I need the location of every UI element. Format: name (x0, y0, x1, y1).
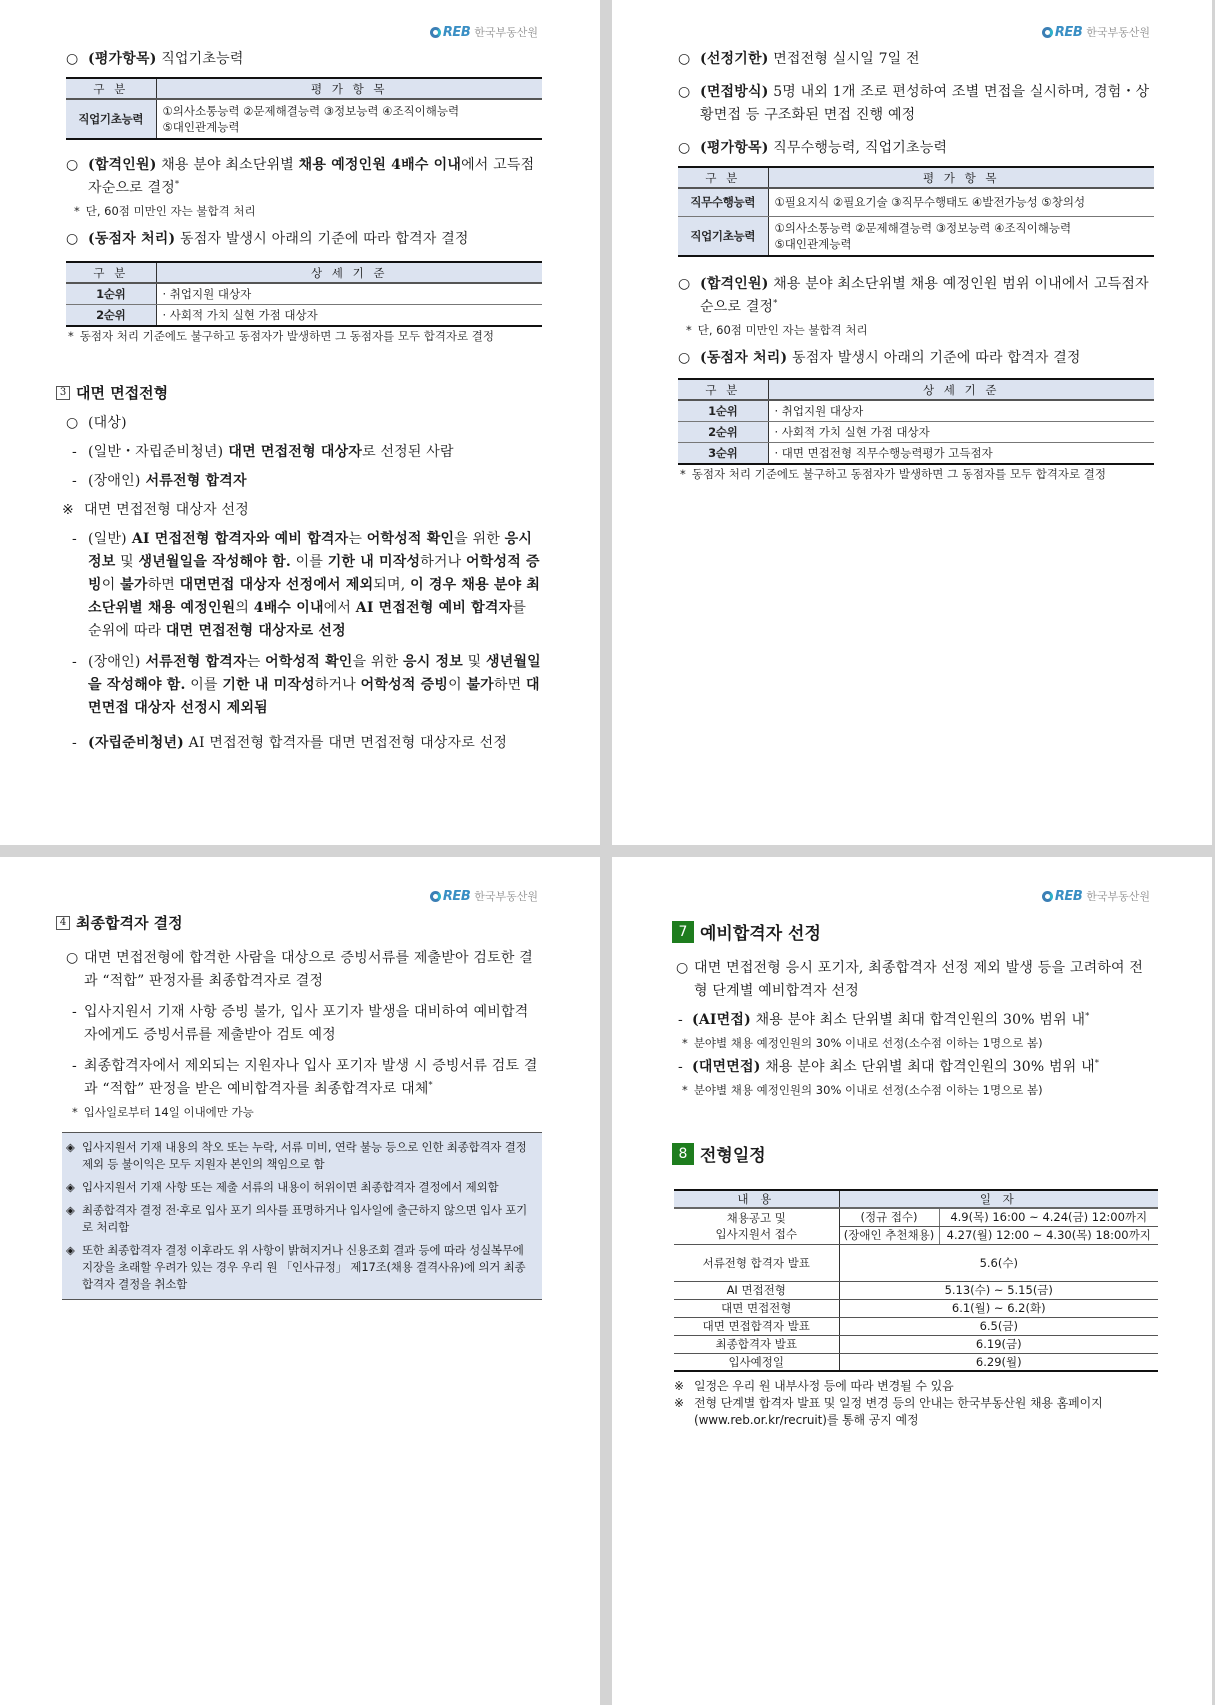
notice-item: ◈ 최종합격자 결정 전·후로 입사 포기 의사를 표명하거나 입사일에 출근하지 않으면 입사 포기로 처리함 (66, 1203, 528, 1234)
table-row: 1순위 · 취업지원 대상자 (66, 283, 542, 305)
table-row: 2순위 · 사회적 가치 실현 가점 대상자 (678, 422, 1154, 443)
eval-items-line: ○ (평가항목) 직업기초능력 (66, 51, 244, 67)
reb-logo: REB 한국부동산원 (1042, 888, 1150, 904)
tie-note: * 동점자 처리 기준에도 불구하고 동점자가 발생하면 그 동점자를 모두 합격자로 결정 (680, 467, 1107, 481)
section-4-heading: 4 최종합격자 결정 (56, 912, 542, 933)
table-row: 직무수행능력 ①필요지식 ②필요기술 ③직무수행태도 ④발전가능성 ⑤창의성 (678, 188, 1154, 216)
table-row: (장애인 추천채용) 4.27(월) 12:00 ~ 4.30(목) 18:00까지 (674, 1226, 1158, 1244)
deadline-line: ○ (선정기한) 면접전형 실시일 7일 전 (678, 51, 920, 67)
table-row: 서류전형 합격자 발표 5.6(수) (674, 1244, 1158, 1281)
reb-logo: REB 한국부동산원 (1042, 24, 1150, 40)
selection-disabled: - (장애인) 서류전형 합격자는 어학성적 확인을 위한 응시 정보 및 생년월일을 작성해야 함. 이를 기한 내 미작성하거나 어학성적 증빙이 불가하면 대면면접 대상자 선정시 제외됨 (72, 654, 541, 716)
section-number: 3 (56, 386, 70, 400)
schedule-note: ※ 전형 단계별 합격자 발표 및 일정 변경 등의 안내는 한국부동산원 채용 홈페이지 (www.reb.or.kr/recruit)를 통해 공지 예정 (674, 1396, 1103, 1427)
final-sub-2-note: * 입사일로부터 14일 이내에만 가능 (72, 1105, 254, 1119)
table-row: 2순위 · 사회적 가치 실현 가점 대상자 (66, 305, 542, 327)
eval-table (66, 77, 542, 140)
table-row: 직업기초능력 ①의사소통능력 ②문제해결능력 ③정보능력 ④조직이해능력 ⑤대인관계능력 (66, 99, 542, 139)
table-row: 대면 면접합격자 발표 6.5(금) (674, 1317, 1158, 1335)
tie-note: * 동점자 처리 기준에도 불구하고 동점자가 발생하면 그 동점자를 모두 합격자로 결정 (68, 329, 495, 343)
final-main: ○ 대면 면접전형에 합격한 사람을 대상으로 증빙서류를 제출받아 검토한 결과 “적합” 판정자를 최종합격자로 결정 (66, 950, 533, 989)
reserve-ai: - (AI면접) 채용 분야 최소 단위별 최대 합격인원의 30% 범위 내* (678, 1011, 1090, 1028)
table-row: 1순위 · 취업지원 대상자 (678, 400, 1154, 422)
section-8-heading: 8 전형일정 (672, 1141, 1148, 1166)
reb-logo: REB 한국부동산원 (430, 888, 538, 904)
reb-logo-icon (1042, 27, 1053, 38)
pass-note: * 단, 60점 미만인 자는 불합격 처리 (686, 323, 868, 337)
tie-table: 구 분 상 세 기 준 1순위 · 취업지원 대상자 2순위 · 사회적 가치 실현 가점 대상자 (66, 261, 542, 327)
reb-logo-icon (1042, 891, 1053, 902)
tie-line: ○ (동점자 처리) 동점자 발생시 아래의 기준에 따라 합격자 결정 (66, 231, 469, 247)
logo-org-name: 한국부동산원 (474, 26, 538, 39)
notice-box (62, 1132, 542, 1300)
pass-count-line: ○ (합격인원) 채용 분야 최소단위별 채용 예정인원 범위 이내에서 고득점자순으로 결정* (678, 276, 1149, 315)
document-page-1 (0, 0, 600, 845)
selection-general: - (일반) AI 면접전형 합격자와 예비 합격자는 어학성적 확인을 위한 응시 정보 및 생년월일을 작성해야 함. 이를 기한 내 미작성하거나 어학성적 증빙이 불가하면 대면면접 대상자 선정에서 제외되며, 이 경우 채용 분야 최소단위별 채용 예정인원의 4배수 이내에서 AI 면접전형 예비 합격자를 순위에 따라 대면 면접전형 대상자로 선정 (72, 531, 541, 639)
table-row: 최종합격자 발표 6.19(금) (674, 1335, 1158, 1353)
target-disabled: - (장애인) 서류전형 합격자 (72, 473, 247, 489)
pass-count-line: ○ (합격인원) 채용 분야 최소단위별 채용 예정인원 4배수 이내에서 고득점자순으로 결정* (66, 157, 535, 196)
reserve-main: ○ 대면 면접전형 응시 포기자, 최종합격자 선정 제외 발생 등을 고려하여 전형 단계별 예비합격자 선정 (676, 960, 1144, 999)
selection-title: ※ 대면 면접전형 대상자 선정 (62, 502, 249, 518)
document-page-4 (612, 857, 1212, 1705)
reserve-ai-note: * 분야별 채용 예정인원의 30% 이내로 선정(소수점 이하는 1명으로 봄) (682, 1036, 1043, 1050)
reserve-f2f: - (대면면접) 채용 분야 최소 단위별 최대 합격인원의 30% 범위 내* (678, 1058, 1100, 1075)
target-line: ○ (대상) (66, 415, 127, 431)
section-number: 7 (672, 921, 694, 943)
table-header: 평 가 항 목 (156, 78, 542, 99)
reserve-f2f-note: * 분야별 채용 예정인원의 30% 이내로 선정(소수점 이하는 1명으로 봄) (682, 1083, 1043, 1097)
reb-logo (430, 24, 538, 40)
eval-table: 구 분 평 가 항 목 직무수행능력 ①필요지식 ②필요기술 ③직무수행태도 ④발전가능성 ⑤창의성 직업기초능력 ①의사소통능력 ②문제해결능력 ③정보능력 ④조직이해능력 ⑤대인관계능력 (678, 166, 1154, 257)
table-row: 입사예정일 6.29(월) (674, 1353, 1158, 1371)
table-row: 직업기초능력 ①의사소통능력 ②문제해결능력 ③정보능력 ④조직이해능력 ⑤대인관계능력 (678, 216, 1154, 256)
schedule-note: ※ 일정은 우리 원 내부사정 등에 따라 변경될 수 있음 (674, 1379, 954, 1393)
section-number: 4 (56, 916, 70, 930)
notice-item: ◈ 입사지원서 기재 사항 또는 제출 서류의 내용이 허위이면 최종합격자 결정에서 제외함 (66, 1180, 499, 1194)
section-number: 8 (672, 1143, 694, 1165)
logo-text: REB (442, 24, 471, 40)
notice-item: ◈ 또한 최종합격자 결정 이후라도 위 사항이 밝혀지거나 신용조회 결과 등에 따라 성실복무에 지장을 초래할 우려가 있는 경우 우리 원 「인사규정」 제17조(채용 결격사유)에 의거 최종합격자 결정을 취소함 (66, 1243, 526, 1291)
method-line: ○ (면접방식) 5명 내외 1개 조로 편성하여 조별 면접을 실시하며, 경험・상황면접 등 구조화된 면접 진행 예정 (678, 84, 1150, 123)
final-sub-1: - 입사지원서 기재 사항 증빙 불가, 입사 포기자 발생을 대비하여 예비합격자에게도 증빙서류를 제출받아 검토 예정 (72, 1004, 529, 1043)
schedule-table: 내 용 일 자 채용공고 및 입사지원서 접수 (정규 접수) 4.9(목) 16:00 ~ 4.24(금) 12:00까지 (장애인 추천채용) 4.27(월) 12:00 ~ 4.30(목) 18:00까지 서류전형 합격자 발표 5.6(수) AI 면접전형 5.13(수) ~ 5.15(금) 대면 면접전형 6.1(월) ~ 6.2(화) 대면 면접합격자 발표 6.5(금) 최종합격자 발표 6.19(금) 입사예정일 6.29(월) (674, 1189, 1158, 1372)
tie-table: 구 분 상 세 기 준 1순위 · 취업지원 대상자 2순위 · 사회적 가치 실현 가점 대상자 3순위 · 대면 면접전형 직무수행능력평가 고득점자 (678, 378, 1154, 465)
table-row: 채용공고 및 입사지원서 접수 (정규 접수) 4.9(목) 16:00 ~ 4.24(금) 12:00까지 (674, 1208, 1158, 1226)
target-general: - (일반・자립준비청년) 대면 면접전형 대상자로 선정된 사람 (72, 444, 454, 460)
document-page-3 (0, 857, 600, 1705)
document-page-2 (612, 0, 1212, 845)
table-header: 구 분 (66, 78, 156, 99)
tie-line: ○ (동점자 처리) 동점자 발생시 아래의 기준에 따라 합격자 결정 (678, 350, 1081, 366)
reb-logo-icon (430, 891, 441, 902)
section-3-heading: 3 대면 면접전형 (56, 382, 542, 403)
notice-item: ◈ 입사지원서 기재 내용의 착오 또는 누락, 서류 미비, 연락 불능 등으로 인한 최종합격자 결정 제외 등 불이익은 모두 지원자 본인의 책임으로 함 (66, 1140, 527, 1171)
table-row: AI 면접전형 5.13(수) ~ 5.15(금) (674, 1281, 1158, 1299)
pass-note: * 단, 60점 미만인 자는 불합격 처리 (74, 204, 256, 218)
eval-items-line: ○ (평가항목) 직무수행능력, 직업기초능력 (678, 140, 948, 156)
final-sub-2: - 최종합격자에서 제외되는 지원자나 입사 포기자 발생 시 증빙서류 검토 결과 “적합” 판정을 받은 예비합격자를 최종합격자로 대체* (72, 1058, 538, 1097)
table-row: 대면 면접전형 6.1(월) ~ 6.2(화) (674, 1299, 1158, 1317)
section-7-heading: 7 예비합격자 선정 (672, 919, 1148, 944)
table-row: 3순위 · 대면 면접전형 직무수행능력평가 고득점자 (678, 443, 1154, 465)
reb-logo-icon (430, 27, 441, 38)
selection-youth: - (자립준비청년) AI 면접전형 합격자를 대면 면접전형 대상자로 선정 (72, 735, 508, 751)
